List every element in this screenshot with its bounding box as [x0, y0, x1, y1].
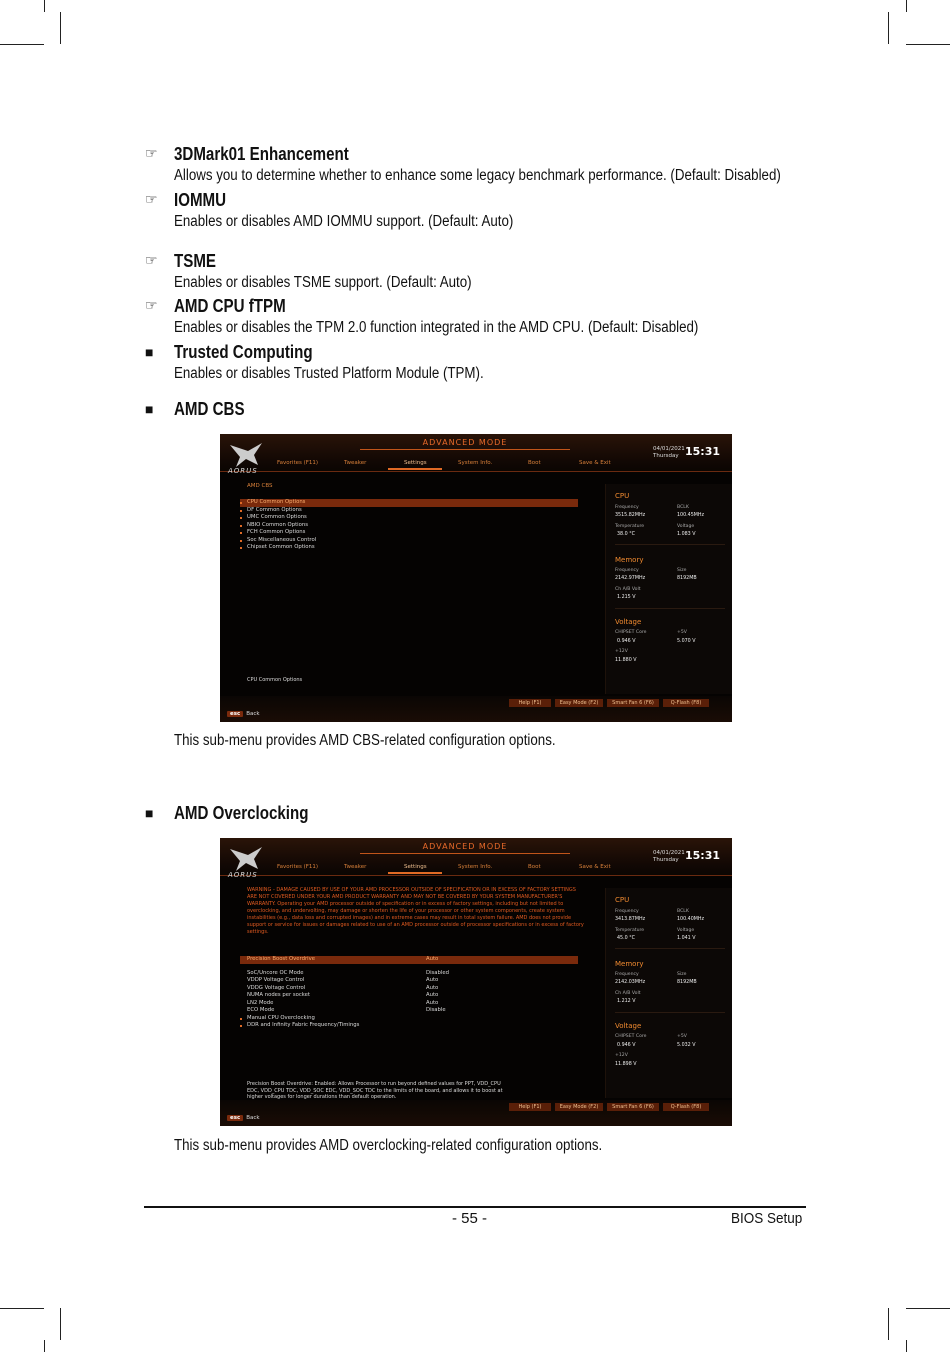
entry-desc: Allows you to determine whether to enhance some legacy benchmark performance. (Default: Disabled) — [174, 167, 781, 184]
active-tab-indicator — [388, 468, 442, 470]
menu-item[interactable]: Manual CPU Overclocking — [240, 1015, 580, 1023]
q-flash-button[interactable]: Q-Flash (F8) — [663, 699, 709, 707]
label: +12V — [615, 1053, 628, 1058]
section-name: BIOS Setup — [731, 1210, 803, 1227]
tab-system-info[interactable]: System Info. — [458, 460, 493, 466]
crop-mark — [44, 0, 45, 12]
5v-value: 5.070 V — [677, 639, 696, 644]
help-text: CPU Common Options — [247, 677, 303, 683]
pointing-hand-icon: ☞ — [145, 145, 158, 161]
bios-date: 04/01/2021 Thursday — [653, 446, 685, 459]
label: BCLK — [677, 909, 689, 914]
active-tab-indicator — [388, 872, 442, 874]
logo-text: AORUS — [228, 467, 258, 475]
crop-mark — [0, 44, 44, 45]
hardware-monitor-panel — [605, 484, 732, 694]
chipset-core-voltage: 0.946 V — [617, 1043, 636, 1048]
memory-voltage: 1.212 V — [617, 999, 636, 1004]
entry-desc: Enables or disables AMD IOMMU support. (Default: Auto) — [174, 213, 514, 230]
menu-item[interactable]: CPU Common Options — [240, 499, 578, 507]
footer-rule — [144, 1206, 806, 1208]
mode-title: ADVANCED MODE — [360, 842, 570, 854]
menu-item[interactable]: ECO Mode Disable — [247, 1007, 446, 1013]
entry-desc: Enables or disables Trusted Platform Module (TPM). — [174, 365, 484, 382]
entry-title: 3DMark01 Enhancement — [174, 144, 349, 164]
smart-fan-button[interactable]: Smart Fan 6 (F6) — [607, 699, 659, 707]
pointing-hand-icon: ☞ — [145, 297, 158, 313]
tab-settings[interactable]: Settings — [404, 460, 427, 466]
entry-desc: Enables or disables TSME support. (Default: Auto) — [174, 274, 472, 291]
entry-title: IOMMU — [174, 190, 227, 210]
back-button[interactable]: esc Back — [227, 1115, 260, 1121]
menu-item[interactable]: VDDG Voltage Control Auto — [247, 984, 439, 991]
crop-mark — [906, 44, 950, 45]
voltage-heading: Voltage — [615, 1022, 642, 1030]
cpu-temperature: 45.0 °C — [617, 936, 635, 941]
bios-date: 04/01/2021 Thursday — [653, 850, 685, 863]
menu-item[interactable]: FCH Common Options — [240, 529, 580, 537]
divider — [615, 948, 725, 949]
tab-boot[interactable]: Boot — [528, 864, 541, 870]
12v-value: 11.880 V — [615, 658, 637, 663]
bios-buttons — [509, 1103, 709, 1111]
bios-time: 15:31 — [685, 445, 721, 458]
5v-value: 5.032 V — [677, 1043, 696, 1048]
square-bullet-icon: ■ — [145, 805, 154, 821]
tab-system-info[interactable]: System Info. — [458, 864, 493, 870]
label: Temperature — [615, 928, 645, 933]
menu-item[interactable]: UMC Common Options — [240, 514, 580, 522]
divider — [615, 1012, 725, 1013]
memory-frequency: 2142.97MHz — [615, 576, 646, 581]
label: Frequency — [615, 568, 639, 573]
crop-mark — [60, 1308, 61, 1340]
menu-title: AMD CBS — [247, 483, 273, 489]
bios-tabs — [272, 460, 622, 470]
label: Frequency — [615, 972, 639, 977]
smart-fan-button[interactable]: Smart Fan 6 (F6) — [607, 1103, 659, 1111]
bios-tabs — [272, 864, 622, 874]
q-flash-button[interactable]: Q-Flash (F8) — [663, 1103, 709, 1111]
divider — [615, 608, 725, 609]
label: CHIPSET Core — [615, 1034, 647, 1039]
bios-screenshot-cbs — [220, 434, 732, 722]
bios-screenshot-overclocking — [220, 838, 732, 1126]
tab-settings[interactable]: Settings — [404, 864, 427, 870]
label: Temperature — [615, 524, 645, 529]
tab-favorites[interactable]: Favorites (F11) — [277, 864, 319, 870]
memory-heading: Memory — [615, 556, 644, 564]
label: BCLK — [677, 505, 689, 510]
help-button[interactable]: Help (F1) — [509, 1103, 551, 1111]
label: +5V — [677, 630, 687, 635]
label: Size — [677, 568, 687, 573]
tab-tweaker[interactable]: Tweaker — [344, 460, 367, 466]
hardware-monitor-panel — [605, 888, 732, 1098]
menu-item[interactable]: Chipset Common Options — [240, 544, 580, 552]
memory-frequency: 2142.03MHz — [615, 980, 646, 985]
entry-title: AMD CBS — [174, 399, 245, 419]
menu-item[interactable]: DF Common Options — [240, 507, 580, 515]
caption-overclocking: This sub-menu provides AMD overclocking-related configuration options. — [174, 1137, 603, 1154]
entry-title: TSME — [174, 251, 217, 271]
memory-size: 8192MB — [677, 980, 697, 985]
crop-mark — [906, 0, 907, 12]
label: Ch A/B Volt — [615, 991, 641, 996]
chipset-core-voltage: 0.946 V — [617, 639, 636, 644]
label: Voltage — [677, 928, 695, 933]
label: Voltage — [677, 524, 695, 529]
help-button[interactable]: Help (F1) — [509, 699, 551, 707]
bclk-value: 100.40MHz — [677, 917, 705, 922]
label: Size — [677, 972, 687, 977]
entry-title: AMD CPU fTPM — [174, 296, 286, 316]
menu-item[interactable]: DDR and Infinity Fabric Frequency/Timings — [240, 1022, 580, 1030]
cbs-menu — [240, 499, 580, 552]
divider — [615, 544, 725, 545]
square-bullet-icon: ■ — [145, 401, 154, 417]
crop-mark — [906, 1340, 907, 1352]
menu-item[interactable]: VDDP Voltage Control Auto — [247, 977, 439, 983]
cpu-heading: CPU — [615, 492, 630, 500]
help-text: Precision Boost Overdrive: Enabled: Allows Processor to run beyond defined values for PPT, VDD_CPU EDC, VDD_CPU TDC, VDD_SOC EDC, VDD_SOC TDC to the limits of the board, and allows it to boost at higher voltages for longer durations than default operation. — [247, 1081, 503, 1100]
label: +5V — [677, 1034, 687, 1039]
bios-time: 15:31 — [685, 849, 721, 862]
cpu-frequency: 3515.82MHz — [615, 513, 646, 518]
pointing-hand-icon: ☞ — [145, 191, 158, 207]
tab-boot[interactable]: Boot — [528, 460, 541, 466]
crop-mark — [888, 1308, 889, 1340]
label: Ch A/B Volt — [615, 587, 641, 592]
menu-item[interactable]: LN2 Mode Auto — [247, 999, 439, 1006]
menu-item[interactable]: Soc Miscellaneous Control — [240, 537, 580, 545]
entry-title: Trusted Computing — [174, 342, 313, 362]
caption-cbs: This sub-menu provides AMD CBS-related configuration options. — [174, 732, 556, 749]
tab-save-exit[interactable]: Save & Exit — [579, 864, 611, 870]
overclocking-menu — [240, 956, 580, 1030]
back-button[interactable]: esc Back — [227, 711, 260, 717]
crop-mark — [906, 1308, 950, 1309]
menu-item[interactable]: Precision Boost Overdrive Auto — [240, 956, 578, 964]
overclocking-warning: WARNING - DAMAGE CAUSED BY USE OF YOUR AMD PROCESSOR OUTSIDE OF SPECIFICATION OR IN EXCESS OF FACTORY SETTINGS ARE NOT COVERED UNDER YOUR AMD PRODUCT WARRANTY AND MAY NOT BE COVERED BY YOUR SYSTEM MANUFACTURER'S WARRANTY. Operating your AMD processor outside of specification or in excess of factory settings, including but not limited to overclocking, and undervolting, may damage or shorten the life of your processor or other system components, create system instabilities (e.g., data loss and corrupted images) and in extreme cases may result in total system failure. AMD does not provide support or service for issues or damages related to use of an AMD processor outside of processor specifications or in excess of factory settings. — [247, 887, 584, 935]
memory-size: 8192MB — [677, 576, 697, 581]
easy-mode-button[interactable]: Easy Mode (F2) — [555, 699, 603, 707]
divider — [220, 875, 732, 876]
bclk-value: 100.45MHz — [677, 513, 705, 518]
square-bullet-icon: ■ — [145, 344, 154, 360]
divider — [220, 471, 732, 472]
label: Frequency — [615, 505, 639, 510]
easy-mode-button[interactable]: Easy Mode (F2) — [555, 1103, 603, 1111]
logo-text: AORUS — [228, 871, 258, 879]
page-number: - 55 - — [452, 1210, 488, 1227]
menu-item[interactable]: NUMA nodes per socket Auto — [247, 992, 439, 998]
voltage-heading: Voltage — [615, 618, 642, 626]
label: +12V — [615, 649, 628, 654]
crop-mark — [44, 1340, 45, 1352]
tab-save-exit[interactable]: Save & Exit — [579, 460, 611, 466]
label: CHIPSET Core — [615, 630, 647, 635]
memory-voltage: 1.215 V — [617, 595, 636, 600]
entry-desc: Enables or disables the TPM 2.0 function integrated in the AMD CPU. (Default: Disabled) — [174, 319, 699, 336]
cpu-voltage: 1.041 V — [677, 936, 696, 941]
tab-tweaker[interactable]: Tweaker — [344, 864, 367, 870]
tab-favorites[interactable]: Favorites (F11) — [277, 460, 319, 466]
pointing-hand-icon: ☞ — [145, 252, 158, 268]
label: Frequency — [615, 909, 639, 914]
cpu-temperature: 38.0 °C — [617, 532, 635, 537]
menu-item[interactable]: NBIO Common Options — [240, 522, 580, 530]
12v-value: 11.898 V — [615, 1062, 637, 1067]
cpu-frequency: 3413.87MHz — [615, 917, 646, 922]
bios-buttons — [509, 699, 709, 707]
crop-mark — [0, 1308, 44, 1309]
menu-item[interactable]: SoC/Uncore OC Mode Disabled — [247, 969, 450, 976]
cpu-heading: CPU — [615, 896, 630, 904]
mode-title: ADVANCED MODE — [360, 438, 570, 450]
memory-heading: Memory — [615, 960, 644, 968]
entry-title: AMD Overclocking — [174, 803, 309, 823]
crop-mark — [888, 12, 889, 44]
crop-mark — [60, 12, 61, 44]
cpu-voltage: 1.083 V — [677, 532, 696, 537]
